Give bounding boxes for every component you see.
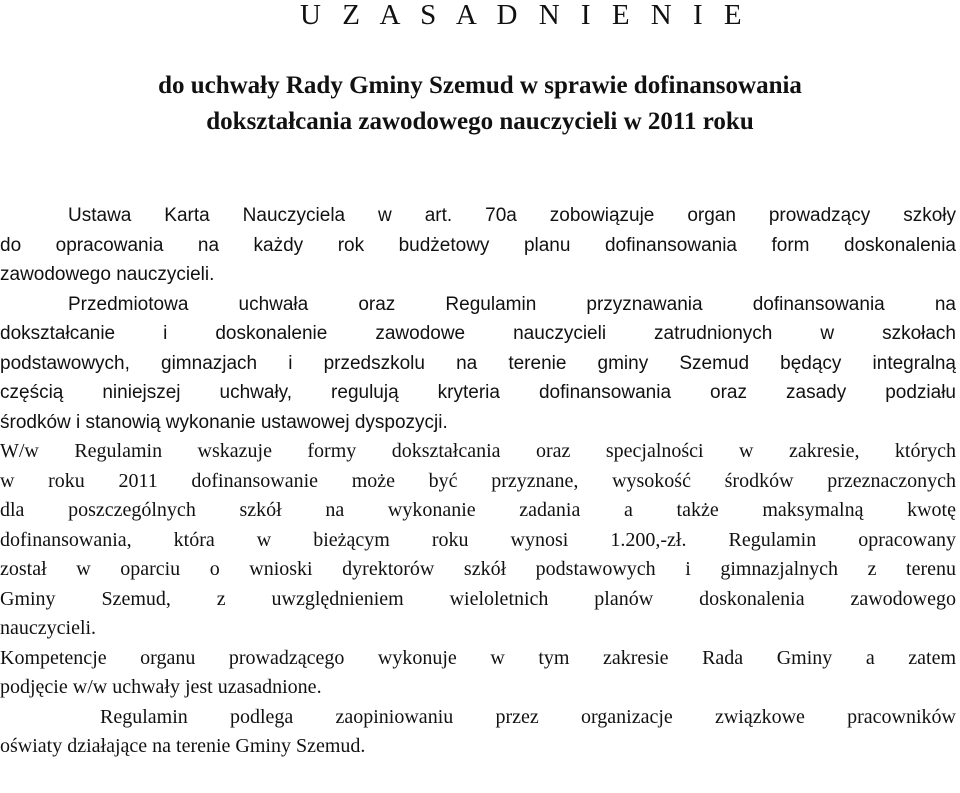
- body-line: dla poszczególnych szkół na wykonanie zadania a także maksymalną kwotę: [0, 499, 956, 521]
- subtitle-line: dokształcania zawodowego nauczycieli w 2011 roku: [206, 108, 754, 135]
- body-line: środków i stanowią wykonanie ustawowej dyspozycji.: [0, 411, 448, 433]
- body-line: częścią niniejszej uchwały, regulują kryteria dofinansowania oraz zasady podziału: [0, 382, 956, 403]
- body-line: podjęcie w/w uchwały jest uzasadnione.: [0, 676, 322, 698]
- body-line: do opracowania na każdy rok budżetowy planu dofinansowania form doskonalenia: [0, 234, 956, 256]
- document-heading: U Z A S A D N I E N I E: [300, 0, 749, 31]
- body-line: dokształcanie i doskonalenie zawodowe nauczycieli zatrudnionych w szkołach: [0, 323, 956, 344]
- body-line: nauczycieli.: [0, 617, 97, 639]
- body-line: zawodowego nauczycieli.: [0, 264, 215, 285]
- body-line: został w oparciu o wnioski dyrektorów szkół podstawowych i gimnazjalnych z terenu: [0, 558, 956, 580]
- body-line: w roku 2011 dofinansowanie może być przyznane, wysokość środków przeznaczonych: [0, 469, 956, 492]
- document-subtitle: [0, 68, 960, 140]
- body-line: Regulamin podlega zaopiniowaniu przez organizacje związkowe pracowników: [100, 705, 956, 728]
- body-line: oświaty działające na terenie Gminy Szemud.: [0, 735, 366, 757]
- body-line: Kompetencje organu prowadzącego wykonuje w tym zakresie Rada Gminy a zatem: [0, 646, 956, 669]
- body-line: dofinansowania, która w bieżącym roku wynosi 1.200,-zł. Regulamin opracowany: [0, 528, 956, 551]
- document-body: [0, 201, 956, 762]
- body-line: W/w Regulamin wskazuje formy dokształcania oraz specjalności w zakresie, których: [0, 440, 956, 462]
- body-line: Przedmiotowa uchwała oraz Regulamin przyznawania dofinansowania na: [68, 293, 956, 315]
- subtitle-line: do uchwały Rady Gminy Szemud w sprawie dofinansowania: [158, 72, 802, 99]
- body-line: Gminy Szemud, z uwzględnieniem wieloletnich planów doskonalenia zawodowego: [0, 587, 956, 610]
- body-line: podstawowych, gimnazjach i przedszkolu na terenie gminy Szemud będący integralną: [0, 352, 956, 374]
- body-line: Ustawa Karta Nauczyciela w art. 70a zobowiązuje organ prowadzący szkoły: [68, 205, 956, 226]
